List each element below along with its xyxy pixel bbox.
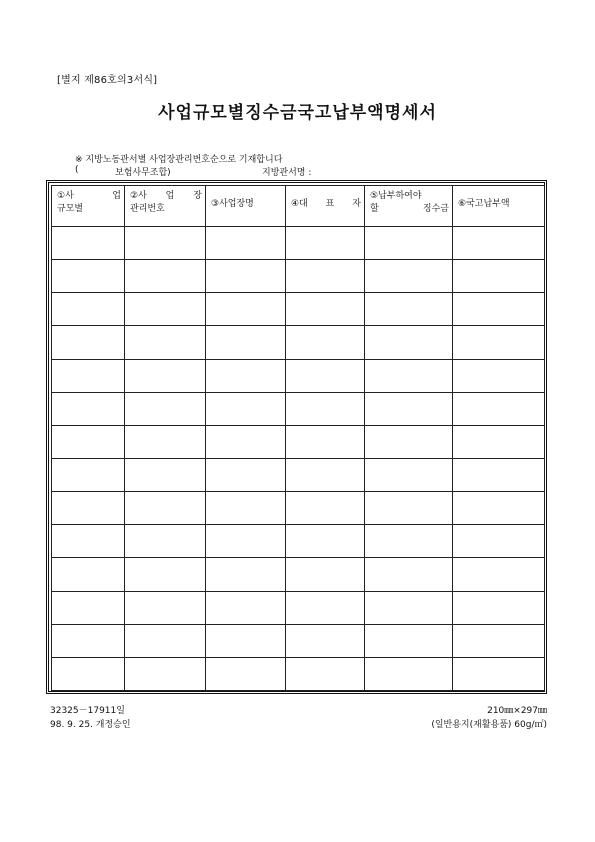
table-cell[interactable] [365,260,453,293]
table-cell[interactable] [206,227,286,260]
table-cell[interactable] [52,558,125,591]
table-cell[interactable] [125,326,206,359]
table-cell[interactable] [206,458,286,491]
table-cell[interactable] [365,657,453,690]
paren-open: ( [75,165,79,175]
header-representative: ④대 표 자 [286,186,365,227]
approval-date: 98. 9. 25. 개정승인 [50,720,131,730]
table-cell[interactable] [52,624,125,657]
table-cell[interactable] [453,525,545,558]
table-cell[interactable] [125,492,206,525]
table-cell[interactable] [52,657,125,690]
table-row [52,326,545,359]
table-cell[interactable] [125,359,206,392]
regional-office-label: 지방관서명 : [262,168,312,178]
table-cell[interactable] [125,458,206,491]
table-row [52,591,545,624]
table-cell[interactable] [125,624,206,657]
table-cell[interactable] [286,492,365,525]
statement-table [51,185,545,691]
form-code: 32325－17911일 [50,706,125,716]
header-workplace-name: ③사업장명 [206,186,286,227]
form-number: [별지 제86호의3서식] [57,75,158,86]
header-workplace-id: ②사 업 장 관리번호 [125,186,206,227]
table-cell[interactable] [125,657,206,690]
table-row [52,492,545,525]
table-row [52,359,545,392]
table-cell[interactable] [125,425,206,458]
table-row [52,558,545,591]
table-cell[interactable] [365,359,453,392]
table-cell[interactable] [286,624,365,657]
table-cell[interactable] [206,525,286,558]
table-cell[interactable] [52,227,125,260]
table-row [52,293,545,326]
table-cell[interactable] [453,260,545,293]
table-cell[interactable] [453,425,545,458]
table-cell[interactable] [453,492,545,525]
table-cell[interactable] [453,359,545,392]
table-row [52,458,545,491]
table-cell[interactable] [286,359,365,392]
header-business-size: ①사 업 규모별 [52,186,125,227]
table-cell[interactable] [52,293,125,326]
table-cell[interactable] [206,492,286,525]
table-cell[interactable] [365,326,453,359]
table-cell[interactable] [52,591,125,624]
table-cell[interactable] [453,558,545,591]
table-row [52,227,545,260]
table-cell[interactable] [52,425,125,458]
table-cell[interactable] [52,359,125,392]
table-cell[interactable] [206,558,286,591]
instruction-note: ※ 지방노동관서별 사업장관리번호순으로 기재합니다 [75,155,283,165]
table-cell[interactable] [125,293,206,326]
table-row [52,624,545,657]
table-cell[interactable] [365,458,453,491]
header-treasury-payment: ⑥국고납부액 [453,186,545,227]
table-cell[interactable] [125,591,206,624]
office-info-line [75,165,375,177]
table-cell[interactable] [125,558,206,591]
table-cell[interactable] [453,591,545,624]
header-payable-amount: ⑤납부하여야 할 징수금 [365,186,453,227]
table-cell[interactable] [52,525,125,558]
paper-size: 210㎜×297㎜ [487,706,547,716]
table-cell[interactable] [286,657,365,690]
table-cell[interactable] [286,392,365,425]
table-cell[interactable] [453,657,545,690]
statement-table-frame [46,180,547,694]
table-cell[interactable] [365,392,453,425]
table-cell[interactable] [206,624,286,657]
table-cell[interactable] [286,425,365,458]
table-cell[interactable] [365,558,453,591]
table-cell[interactable] [125,525,206,558]
table-cell[interactable] [52,492,125,525]
table-cell[interactable] [206,293,286,326]
header-row [52,186,545,227]
table-cell[interactable] [365,591,453,624]
table-cell[interactable] [365,624,453,657]
table-cell[interactable] [453,326,545,359]
table-body [52,227,545,691]
table-cell[interactable] [206,326,286,359]
table-cell[interactable] [52,326,125,359]
table-cell[interactable] [365,293,453,326]
document-title: 사업규모별징수금국고납부액명세서 [158,103,437,123]
table-cell[interactable] [453,293,545,326]
table-cell[interactable] [286,525,365,558]
table-cell[interactable] [365,492,453,525]
table-cell[interactable] [453,227,545,260]
table-cell[interactable] [453,392,545,425]
table-cell[interactable] [52,260,125,293]
table-cell[interactable] [286,326,365,359]
table-cell[interactable] [286,591,365,624]
table-cell[interactable] [365,525,453,558]
table-cell[interactable] [365,227,453,260]
table-cell[interactable] [453,624,545,657]
table-cell[interactable] [453,458,545,491]
table-cell[interactable] [286,227,365,260]
table-cell[interactable] [125,227,206,260]
table-cell[interactable] [125,392,206,425]
table-row [52,260,545,293]
table-row [52,657,545,690]
table-cell[interactable] [52,392,125,425]
table-cell[interactable] [52,458,125,491]
table-cell[interactable] [206,392,286,425]
table-cell[interactable] [206,260,286,293]
table-cell[interactable] [206,591,286,624]
table-cell[interactable] [286,558,365,591]
table-cell[interactable] [365,425,453,458]
table-row [52,425,545,458]
paper-type: (일반용지(재활용품) 60g/㎡) [431,720,547,730]
insurance-office-label: 보험사무조합) [115,168,171,178]
table-cell[interactable] [286,293,365,326]
table-cell[interactable] [125,260,206,293]
table-cell[interactable] [286,458,365,491]
table-cell[interactable] [286,260,365,293]
table-row [52,392,545,425]
table-row [52,525,545,558]
table-cell[interactable] [206,359,286,392]
table-cell[interactable] [206,657,286,690]
table-cell[interactable] [206,425,286,458]
